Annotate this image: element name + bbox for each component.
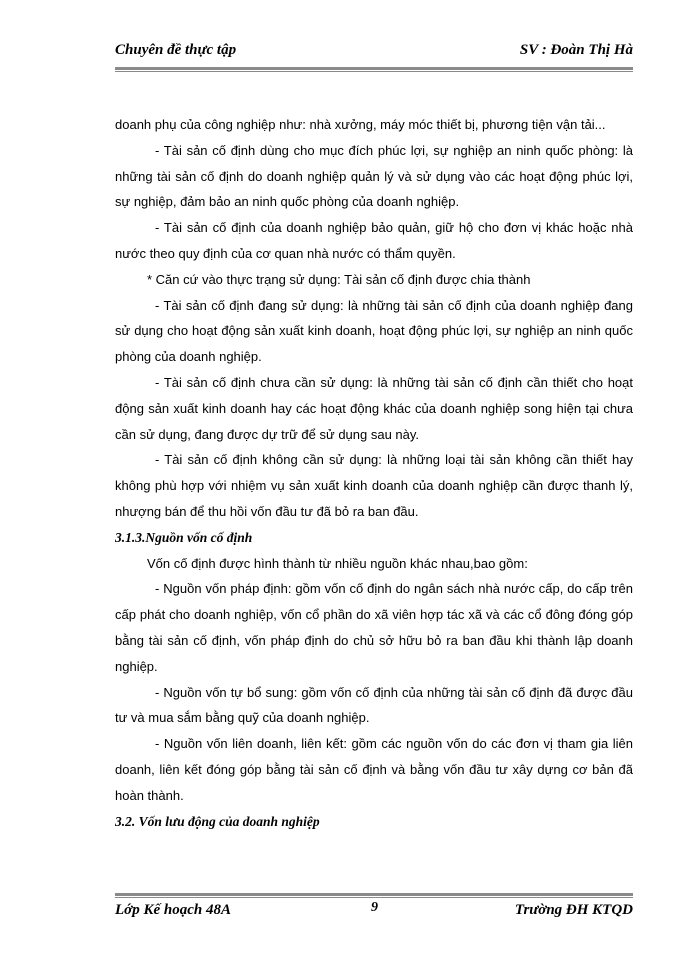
- bullet-paragraph: - Tài sản cố định đang sử dụng: là những tài sản cố định của doanh nghiệp đang sử dụng cho hoạt động sản xuất kinh doanh, hoạt động phúc lợi, sự nghiệp an ninh quốc phòng của doanh nghiệp.: [115, 297, 633, 365]
- bullet-paragraph: - Tài sản cố định không cần sử dụng: là những loại tài sản không cần thiết hay không phù hợp với nhiệm vụ sản xuất kinh doanh của doanh nghiệp cần được thanh lý, nhượng bán để thu hồi vốn đầu tư đã bỏ ra ban đầu.: [115, 452, 633, 519]
- bullet-paragraph: - Tài sản cố định của doanh nghiệp bảo quản, giữ hộ cho đơn vị khác hoặc nhà nước theo quy định của cơ quan nhà nước có thẩm quyền.: [115, 220, 633, 261]
- header-rule: [115, 67, 633, 72]
- footer-rule: [115, 893, 633, 898]
- section-heading: 3.2. Vốn lưu động của doanh nghiệp: [115, 813, 320, 829]
- section-heading: 3.1.3.Nguồn vốn cố định: [115, 529, 253, 545]
- bullet-paragraph: - Nguồn vốn tự bổ sung: gồm vốn cố định của những tài sản cố định đã được đầu tư và mua sắm bằng quỹ của doanh nghiệp.: [115, 684, 633, 726]
- page-number: 9: [371, 900, 378, 915]
- paragraph: doanh phụ của công nghiệp như: nhà xưởng, máy móc thiết bị, phương tiện vận tải...: [115, 117, 606, 132]
- header-author: SV : Đoàn Thị Hà: [519, 42, 633, 58]
- header-title: Chuyên đề thực tập: [115, 42, 237, 58]
- bullet-paragraph: - Nguồn vốn pháp định: gồm vốn cố định do ngân sách nhà nước cấp, do cấp trên cấp phát cho doanh nghiệp, vốn cổ phần do xã viên hợp tác xã và các cổ đông đóng góp bằng tài sản cố định, vốn pháp định do chủ sở hữu bỏ ra ban đầu khi thành lập doanh nghiệp.: [115, 581, 633, 674]
- page-header: [115, 38, 633, 64]
- footer-school: Trường ĐH KTQD: [514, 902, 633, 918]
- bullet-paragraph: - Nguồn vốn liên doanh, liên kết: gồm các nguồn vốn do các đơn vị tham gia liên doanh, liên kết đóng góp bằng tài sản cố định và bằng vốn đầu tư xây dựng cơ bản đã hoàn thành.: [115, 736, 633, 803]
- paragraph: Vốn cố định được hình thành từ nhiều nguồn khác nhau,bao gồm:: [147, 555, 528, 571]
- footer-class: Lớp Kế hoạch 48A: [115, 902, 231, 918]
- bullet-paragraph: - Tài sản cố định chưa cần sử dụng: là những tài sản cố định cần thiết cho hoạt động sản xuất kinh doanh hay các hoạt động khác của doanh nghiệp song hiện tại chưa cần sử dụng, đang được dự trữ để sử dụng sau này.: [115, 374, 633, 442]
- bullet-paragraph: - Tài sản cố định dùng cho mục đích phúc lợi, sự nghiệp an ninh quốc phòng: là những tài sản cố định do doanh nghiệp quản lý và sử dụng vào các hoạt động phúc lợi, sự nghiệp, đảm bảo an ninh quốc phòng của doanh nghiệp.: [115, 142, 633, 210]
- page-footer: [115, 900, 633, 926]
- paragraph: * Căn cứ vào thực trạng sử dụng: Tài sản cố định được chia thành: [147, 271, 531, 287]
- page-body: [115, 112, 633, 834]
